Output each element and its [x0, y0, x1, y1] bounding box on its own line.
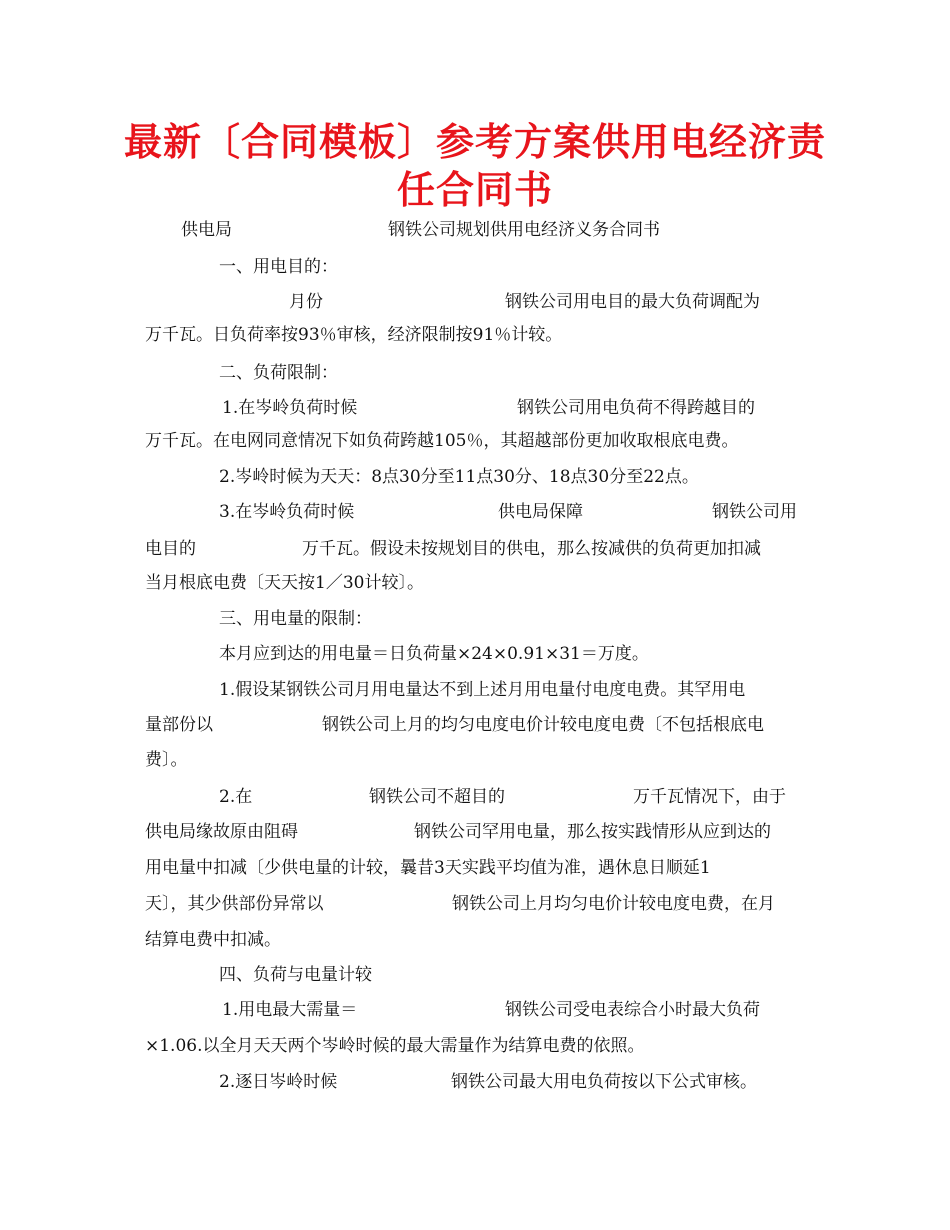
- paragraph-text: 万千瓦。假设未按规划目的供电，那么按减供的负荷更加扣减: [302, 539, 761, 559]
- paragraph-text: 电目的: [145, 539, 196, 559]
- paragraph-text: 2.在: [219, 787, 253, 807]
- paragraph-text: 月份: [289, 292, 323, 312]
- paragraph-text: 钢铁公司上月的均匀电度电价计较电度电费〔不包括根底电: [322, 715, 764, 735]
- paragraph-text: 钢铁公司受电表综合小时最大负荷: [505, 1000, 760, 1020]
- paragraph-text: 1.假设某钢铁公司月用电量达不到上述月用电量付电度电费。其罕用电: [219, 680, 746, 700]
- paragraph-text: 3.在岑岭负荷时候: [219, 502, 355, 522]
- document-title: 最新〔合同模板〕参考方案供用电经济责任合同书: [123, 120, 826, 212]
- section-heading: 四、负荷与电量计较: [219, 965, 372, 985]
- paragraph-text: 费〕。: [145, 750, 188, 770]
- paragraph-text: 本月应到达的用电量＝日负荷量×24×0.91×31＝万度。: [219, 644, 649, 664]
- paragraph-text: 1.在岑岭负荷时候: [222, 398, 358, 418]
- paragraph-text: 用电量中扣减〔少供电量的计较，曩昔3天实践平均值为准，遇休息日顺延1: [145, 858, 711, 878]
- paragraph-text: 钢铁公司用电负荷不得跨越目的: [517, 398, 755, 418]
- paragraph-text: 万千瓦。在电网同意情况下如负荷跨越105％，其超越部份更加收取根底电费。: [145, 431, 739, 451]
- paragraph-text: 钢铁公司用电目的最大负荷调配为: [505, 292, 760, 312]
- paragraph-text: 当月根底电费〔天天按1／30计较〕。: [145, 573, 424, 593]
- section-heading: 一、用电目的：: [219, 257, 338, 277]
- paragraph-text: 供电局缘故原由阻碍: [145, 822, 298, 842]
- header-right: 钢铁公司规划供用电经济义务合同书: [388, 220, 660, 240]
- paragraph-text: 钢铁公司罕用电量，那么按实践情形从应到达的: [414, 822, 771, 842]
- paragraph-text: 万千瓦情况下，由于: [633, 787, 786, 807]
- paragraph-text: ×1.06.以全月天天两个岑岭时候的最大需量作为结算电费的依照。: [145, 1036, 645, 1056]
- header-left: 供电局: [181, 220, 232, 240]
- paragraph-text: 钢铁公司用: [712, 502, 797, 522]
- paragraph-text: 量部份以: [145, 715, 213, 735]
- paragraph-text: 钢铁公司上月均匀电价计较电度电费，在月: [452, 894, 775, 914]
- paragraph-text: 天〕，其少供部份异常以: [145, 894, 324, 914]
- section-heading: 二、负荷限制：: [219, 363, 338, 383]
- paragraph-text: 1.用电最大需量＝: [222, 1000, 358, 1020]
- paragraph-text: 2.岑岭时候为天天：8点30分至11点30分、18点30分至22点。: [219, 467, 699, 487]
- paragraph-text: 供电局保障: [498, 502, 583, 522]
- paragraph-text: 结算电费中扣减。: [145, 930, 281, 950]
- paragraph-text: 钢铁公司最大用电负荷按以下公式审核。: [451, 1072, 757, 1092]
- paragraph-text: 万千瓦。日负荷率按93％审核，经济限制按91％计较。: [145, 325, 563, 345]
- paragraph-text: 钢铁公司不超目的: [369, 787, 505, 807]
- paragraph-text: 2.逐日岑岭时候: [219, 1072, 338, 1092]
- section-heading: 三、用电量的限制：: [219, 609, 372, 629]
